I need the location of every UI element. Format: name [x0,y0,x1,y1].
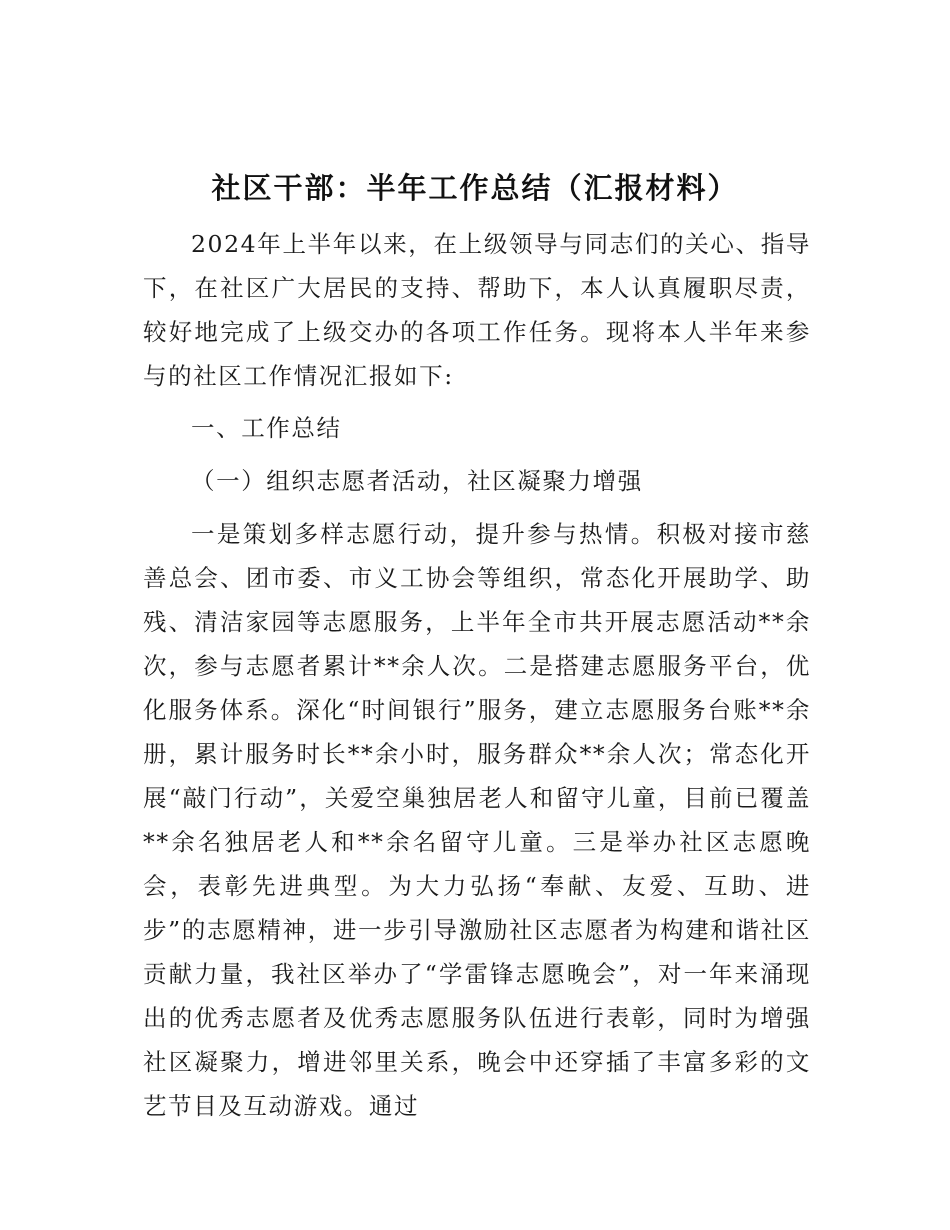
subsection-heading-volunteer-activities: （一）组织志愿者活动，社区凝聚力增强 [191,467,643,495]
document-title: 社区干部：半年工作总结（汇报材料） [211,171,739,205]
section-heading-work-summary: 一、工作总结 [191,414,342,442]
intro-paragraph: 2024年上半年以来，在上级领导与同志们的关心、指导下，在社区广大居民的支持、帮助下，本人认真履职尽责，较好地完成了上级交办的各项工作任务。现将本人半年来参与的社区工作情况汇报如下: [143,230,811,390]
volunteer-activities-paragraph: 一是策划多样志愿行动，提升参与热情。积极对接市慈善总会、团市委、市义工协会等组织，常态化开展助学、助残、清洁家园等志愿服务，上半年全市共开展志愿活动**余次，参与志愿者累计**余人次。二是搭建志愿服务平台，优化服务体系。深化“时间银行”服务，建立志愿服务台账**余册，累计服务时长**余小时，服务群众**余人次；常态化开展“敲门行动”，关爱空巢独居老人和留守儿童，目前已覆盖**余名独居老人和**余名留守儿童。三是举办社区志愿晚会，表彰先进典型。为大力弘扬“奉献、友爱、互助、进步”的志愿精神，进一步引导激励社区志愿者为构建和谐社区贡献力量，我社区举办了“学雷锋志愿晚会”，对一年来涌现出的优秀志愿者及优秀志愿服务队伍进行表彰，同时为增强社区凝聚力，增进邻里关系，晚会中还穿插了丰富多彩的文艺节目及互动游戏。通过 [143,520,811,1120]
